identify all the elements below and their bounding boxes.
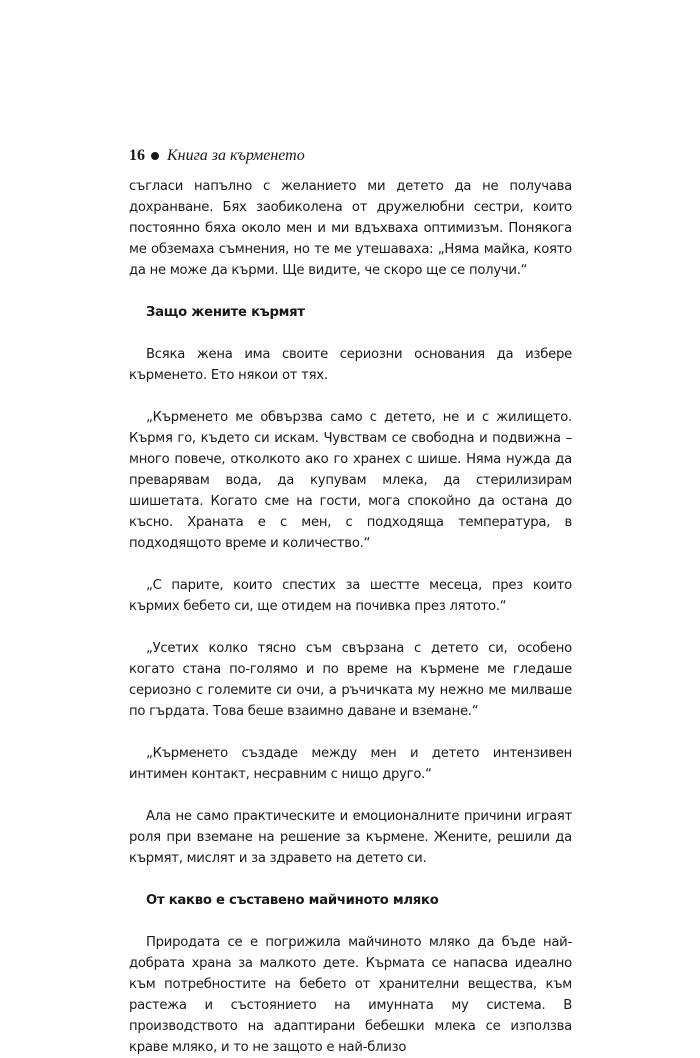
page-number: 16 xyxy=(129,147,145,164)
section-heading-breast-milk-composition: От какво е съставено майчиното мляко xyxy=(146,893,439,908)
quote-paragraph: „Кърменето създаде между мен и детето интензивен интимен контакт, несравним с нищо друго.“ xyxy=(129,746,572,782)
quote-paragraph: „Кърменето ме обвързва само с детето, не и с жилището. Кърмя го, където си искам. Чувствам се свободна и подвижна – много повече, отколкото ако го хранех с шише. Няма нужда да преварявам вода, да купувам млека, да стерилизирам шишетата. Когато сме на гости, мога спокойно да остана до късно. Храната е с мен, с подходяща температура, в подходящото време и количество.“ xyxy=(129,410,572,551)
paragraph: Ала не само практическите и емоционалните причини играят роля при вземане на решение за кърмене. Жените, решили да кърмят, мислят и за здравето на детето си. xyxy=(129,809,572,866)
page-body xyxy=(129,176,572,1058)
running-header xyxy=(129,147,305,165)
paragraph-continued: съгласи напълно с желанието ми детето да не получава дохранване. Бях заобиколена от дружелюбни сестри, които постоянно бяха около мен и ми вдъхваха оптимизъм. Понякога ме обземаха съмнения, но те ме утешаваха: „Няма майка, която да не може да кърми. Ще видите, че скоро ще се получи.“ xyxy=(129,179,572,278)
quote-paragraph: „С парите, които спестих за шестте месеца, през които кърмих бебето си, ще отидем на почивка през лятото.“ xyxy=(129,578,572,614)
quote-paragraph: „Усетих колко тясно съм свързана с детето си, особено когато стана по-голямо и по време на кърмене ме гледаше сериозно с големите си очи, а ръчичката му нежно ме милваше по гърдата. Това беше взаимно даване и вземане.“ xyxy=(129,641,572,719)
bullet-icon xyxy=(151,152,159,160)
section-heading-why-women-breastfeed: Защо жените кърмят xyxy=(146,305,305,320)
paragraph: Природата се е погрижила майчиното мляко да бъде най-добрата храна за малкото дете. Кърмата се напасва идеално към потребностите на бебето от хранителни вещества, към растежа и състоянието на имунната му система. В производството на адаптирани бебешки млека се използва краве мляко, и то не защото е най-близо xyxy=(129,935,572,1055)
paragraph: Всяка жена има своите сериозни основания да избере кърменето. Ето някои от тях. xyxy=(129,347,572,383)
book-title: Книга за кърменето xyxy=(167,147,305,164)
